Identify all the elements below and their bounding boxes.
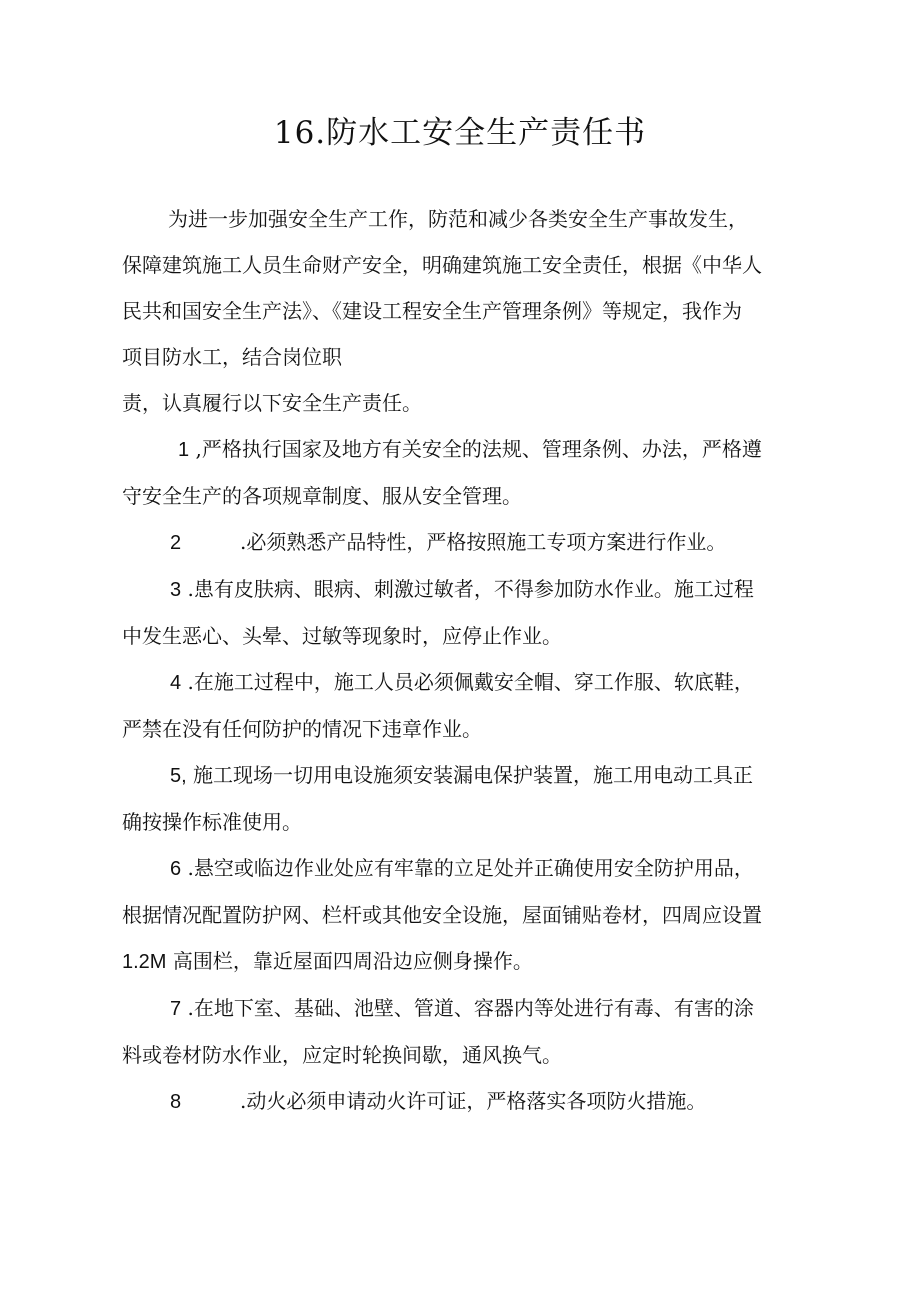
clause-line	[122, 566, 822, 613]
clause-3	[122, 566, 822, 659]
clause-number: 8	[170, 1091, 182, 1113]
clause-number: 5,	[170, 765, 187, 787]
clause-text: .悬空或临边作业处应有牢靠的立足处并正确使用安全防护用品，	[187, 856, 754, 880]
clause-number: 7	[170, 998, 182, 1020]
clause-text: .在施工过程中，施工人员必须佩戴安全帽、穿工作服、软底鞋，	[187, 670, 754, 694]
clause-line: 严禁在没有任何防护的情况下违章作业。	[122, 717, 482, 741]
intro-line: 项目防水工，结合岗位职	[122, 345, 342, 369]
clause-text: .动火必须申请动火许可证，严格落实各项防火措施。	[240, 1089, 707, 1113]
clause-number: 4	[170, 672, 182, 694]
clause-line	[122, 426, 822, 473]
clause-text: ,严格执行国家及地方有关安全的法规、管理条例、办法，严格遵	[195, 437, 762, 461]
clause-measure: 1.2M	[122, 951, 167, 973]
clause-number: 2	[170, 532, 182, 554]
document-title: 16.防水工安全生产责任书	[273, 115, 647, 151]
clause-line	[122, 938, 822, 985]
clause-line	[122, 659, 822, 706]
intro-line: 责，认真履行以下安全生产责任。	[122, 391, 422, 415]
clause-number: 6	[170, 858, 182, 880]
intro-line: 民共和国安全生产法》、《建设工程安全生产管理条例》等规定，我作为	[122, 299, 742, 323]
clause-text: .必须熟悉产品特性，严格按照施工专项方案进行作业。	[240, 530, 727, 554]
clause-line: 根据情况配置防护网、栏杆或其他安全设施，屋面铺贴卷材，四周应设置	[122, 903, 762, 927]
clause-1	[122, 426, 822, 519]
intro-line: 为进一步加强安全生产工作，防范和减少各类安全生产事故发生，	[168, 207, 748, 231]
clause-text: 施工现场一切用电设施须安装漏电保护装置，施工用电动工具正	[193, 763, 754, 787]
clause-line	[122, 752, 822, 799]
clause-line	[122, 1078, 822, 1125]
clause-8	[122, 1078, 822, 1125]
intro-line: 保障建筑施工人员生命财产安全，明确建筑施工安全责任，根据《中华人	[122, 253, 762, 277]
clause-line: 料或卷材防水作业，应定时轮换间歇，通风换气。	[122, 1043, 562, 1067]
clause-text: .患有皮肤病、眼病、刺激过敏者，不得参加防水作业。施工过程	[187, 577, 754, 601]
clause-line	[122, 985, 822, 1032]
intro-paragraph	[122, 196, 822, 426]
clause-2	[122, 519, 822, 566]
clause-line	[122, 519, 822, 566]
clause-line: 中发生恶心、头晕、过敏等现象时，应停止作业。	[122, 624, 562, 648]
clause-number: 3	[170, 579, 182, 601]
clause-6	[122, 845, 822, 985]
clause-text: .在地下室、基础、池壁、管道、容器内等处进行有毒、有害的涂	[187, 996, 754, 1020]
clause-5	[122, 752, 822, 845]
clause-number: 1	[178, 439, 190, 461]
document-body	[122, 196, 822, 1125]
clause-4	[122, 659, 822, 752]
clause-line	[122, 845, 822, 892]
clause-7	[122, 985, 822, 1078]
clause-text: 高围栏，靠近屋面四周沿边应侧身操作。	[172, 949, 533, 973]
clause-line: 守安全生产的各项规章制度、服从安全管理。	[122, 484, 522, 508]
clause-line: 确按操作标准使用。	[122, 810, 302, 834]
